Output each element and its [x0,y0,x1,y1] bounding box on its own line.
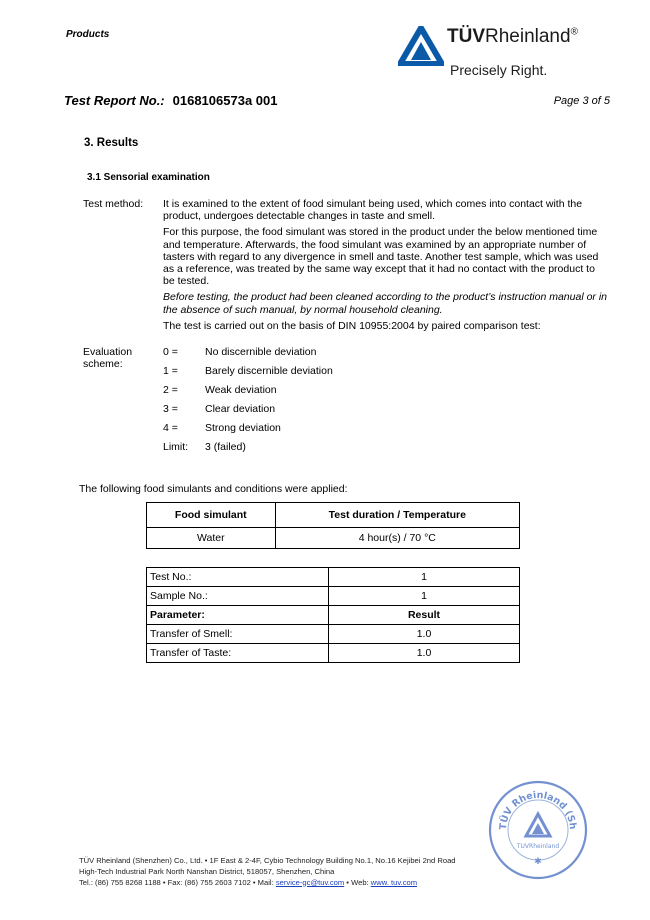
company-seal-stamp [486,778,590,882]
footer-contact-line: Tel.: (86) 755 8268 1188 • Fax: (86) 755 2603 7102 • Mail: service-gc@tuv.com • Web: www. tuv.com [79,877,418,887]
table-cell: Water [147,528,276,549]
paragraph: The test is carried out on the basis of DIN 10955:2004 by paired comparison test: [163,319,541,332]
document-category: Products [66,29,110,40]
footer [79,856,456,888]
table-cell: Test No.: [147,568,329,587]
section-heading: 3. Results [84,137,139,149]
simulants-intro: The following food simulants and conditions were applied: [79,483,348,495]
brand-slogan: Precisely Right. [450,62,548,78]
table-cell: 1.0 [329,644,520,663]
paragraph: For this purpose, the food simulant was stored in the product under the below mentioned time and temperature. Afterwards, the food simulant was examined by an appropriate number of tasters with regard to any divergence in smell and taste. Another test sample, which was used as a reference, was treated by the same way except that it had no contact with the product to be tested. [163,226,599,288]
web-link[interactable]: www. tuv.com [370,877,418,887]
table-cell: 1 [329,587,520,606]
table-row [147,568,520,587]
table-header-row [147,503,520,528]
table-cell: 1 [329,568,520,587]
paragraph: It is examined to the extent of food simulant being used, which comes into contact with the product, undergoes detectable changes in taste and smell. [163,198,583,223]
table-subheader-row [147,606,520,625]
tuv-triangle-icon [398,26,444,66]
test-method-label: Test method: [83,198,144,210]
report-label: Test Report No.: [64,93,165,108]
table-cell: Sample No.: [147,587,329,606]
svg-text:TÜVRheinland: TÜVRheinland [516,843,560,850]
seal-icon [486,778,590,882]
table-cell: Transfer of Taste: [147,644,329,663]
email-link[interactable]: service-gc@tuv.com [275,877,345,887]
evaluation-label: Evaluation scheme: [83,346,133,370]
table-cell: Parameter: [147,606,329,625]
column-header: Test duration / Temperature [275,503,519,528]
table-cell: Result [329,606,520,625]
conditions-table [146,502,520,549]
table-row [147,587,520,606]
test-method-text [163,198,609,336]
page-number: Page 3 of 5 [553,95,610,107]
table-row [147,528,520,549]
brand-name: TÜVRheinland® [447,26,578,47]
footer-address-line: TÜV Rheinland (Shenzhen) Co., Ltd. • 1F East & 2-4F, Cybio Technology Building No.1, No.16 Kejibei 2nd Road [79,856,456,865]
paragraph-italic: Before testing, the product had been cleaned according to the product’s instruction manual or in the absence of such manual, by normal household cleaning. [163,291,608,316]
results-table [146,567,520,663]
seal-text: TÜV Rheinland (Sh [497,789,579,831]
subsection-heading: 3.1 Sensorial examination [87,172,210,183]
table-cell: Transfer of Smell: [147,625,329,644]
table-row [147,625,520,644]
tuv-logo [398,26,628,82]
footer-address-line: High-Tech Industrial Park North Nanshan District, 518057, Shenzhen, China [79,866,335,876]
table-cell: 4 hour(s) / 70 °C [275,528,519,549]
report-number-line [64,93,277,108]
svg-text:✱: ✱ [534,857,542,867]
column-header: Food simulant [147,503,276,528]
table-cell: 1.0 [329,625,520,644]
table-row [147,644,520,663]
report-number: 0168106573a 001 [172,93,278,108]
